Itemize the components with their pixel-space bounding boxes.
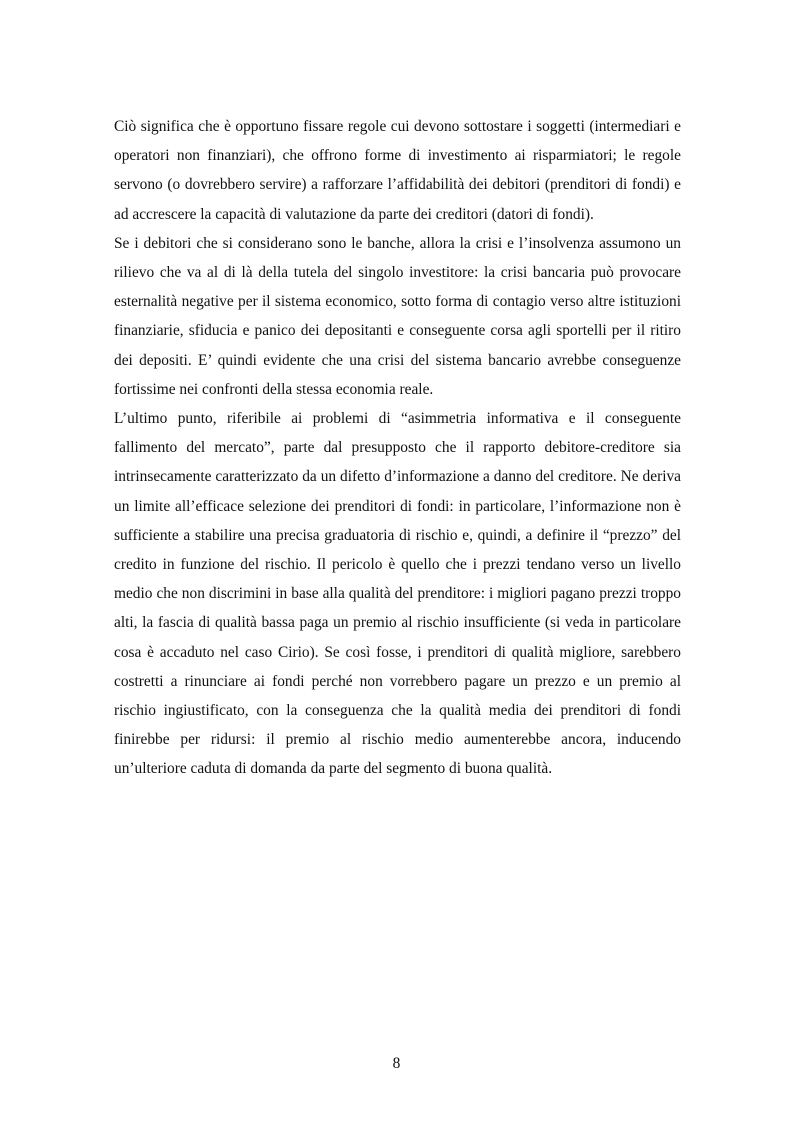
paragraph-regulation-purpose: Ciò significa che è opportuno fissare regole cui devono sottostare i soggetti (intermediari e operatori non finanziari), che offrono forme di investimento ai risparmiatori; le regole servono (o dovrebbero servire) a rafforzare l’affidabilità dei debitori (prenditori di fondi) e ad accrescere la capacità di valutazione da parte dei creditori (datori di fondi).: [114, 118, 681, 223]
paragraph-information-asymmetry: L’ultimo punto, riferibile ai problemi di “asimmetria informativa e il conseguente fallimento del mercato”, parte dal presupposto che il rapporto debitore-creditore sia intrinsecamente caratterizzato da un difetto d’informazione a danno del creditore. Ne deriva un limite all’efficace selezione dei prenditori di fondi: in particolare, l’informazione non è sufficiente a stabilire una precisa graduatoria di rischio e, quindi, a definire il “prezzo” del credito in funzione del rischio. Il pericolo è quello che i prezzi tendano verso un livello medio che non discrimini in base alla qualità del prenditore: i migliori pagano prezzi troppo alti, la fascia di qualità bassa paga un premio al rischio insufficiente (si veda in particolare cosa è accaduto nel caso Cirio). Se così fosse, i prenditori di qualità migliore, sarebbero costretti a rinunciare ai fondi perché non vorrebbero pagare un prezzo e un premio al rischio ingiustificato, con la conseguenza che la qualità media dei prenditori di fondi finirebbe per ridursi: il premio al rischio medio aumenterebbe ancora, inducendo un’ulteriore caduta di domanda da parte del segmento di buona qualità.: [114, 410, 681, 778]
body-text: [114, 112, 681, 784]
page-number: 8: [392, 1055, 401, 1072]
paragraph-banking-crisis: Se i debitori che si considerano sono le banche, allora la crisi e l’insolvenza assumono un rilievo che va al di là della tutela del singolo investitore: la crisi bancaria può provocare esternalità negative per il sistema economico, sotto forma di contagio verso altre istituzioni finanziarie, sfiducia e panico dei depositanti e conseguente corsa agli sportelli per il ritiro dei depositi. E’ quindi evidente che una crisi del sistema bancario avrebbe conseguenze fortissime nei confronti della stessa economia reale.: [114, 234, 681, 398]
